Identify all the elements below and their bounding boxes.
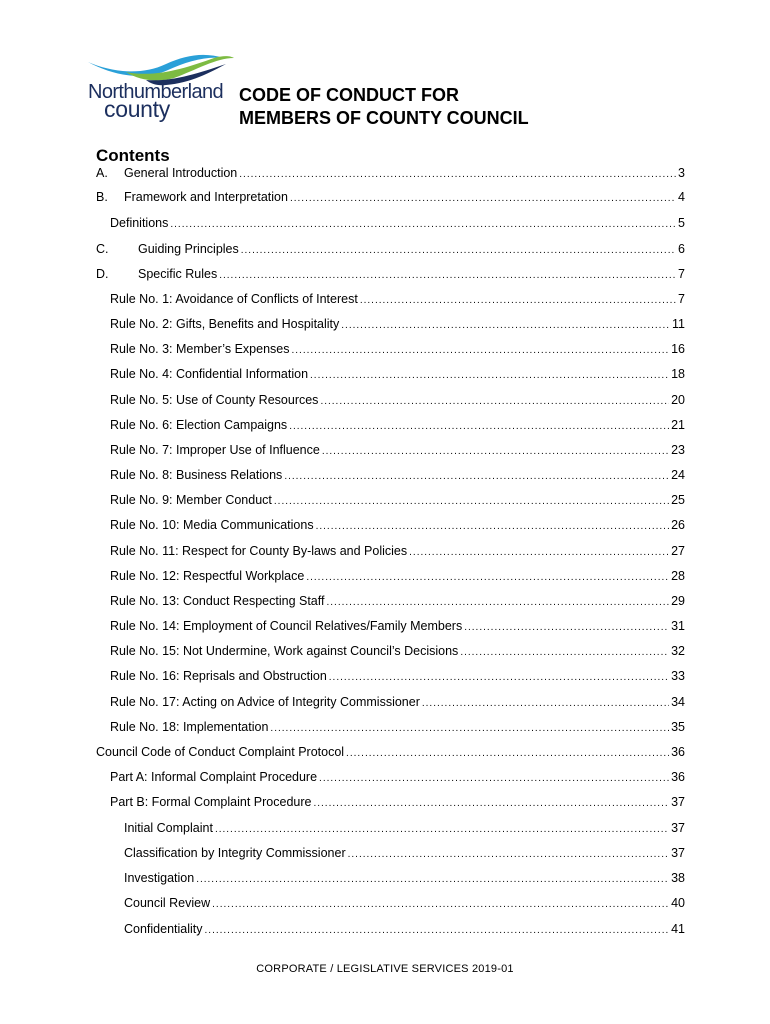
toc-dot-leader	[348, 846, 669, 864]
toc-dot-leader	[341, 317, 670, 335]
toc-entry[interactable]	[110, 491, 685, 509]
toc-entry-page-number: 34	[671, 695, 685, 709]
toc-entry-page-number: 36	[671, 770, 685, 784]
toc-entry[interactable]	[110, 365, 685, 383]
document-title	[239, 84, 529, 130]
toc-entry-page-number: 31	[671, 619, 685, 633]
toc-dot-leader	[239, 166, 676, 184]
toc-entry-label: Investigation	[124, 871, 195, 885]
toc-entry[interactable]	[124, 869, 685, 887]
toc-dot-leader	[329, 669, 669, 687]
toc-entry[interactable]	[110, 441, 685, 459]
toc-entry[interactable]	[110, 793, 685, 811]
toc-entry-label: Rule No. 15: Not Undermine, Work against Council’s Decisions	[110, 644, 459, 658]
toc-entry[interactable]	[124, 819, 685, 837]
toc-entry[interactable]	[110, 542, 685, 560]
toc-entry-label: Definitions	[110, 216, 169, 230]
toc-dot-leader	[241, 242, 676, 260]
toc-dot-leader	[360, 292, 676, 310]
toc-entry-page-number: 25	[671, 493, 685, 507]
toc-entry[interactable]	[110, 391, 685, 409]
toc-entry-page-number: 5	[678, 216, 685, 230]
toc-entry-label: Rule No. 6: Election Campaigns	[110, 418, 288, 432]
toc-dot-leader	[422, 695, 669, 713]
toc-entry-page-number: 7	[678, 267, 685, 281]
toc-dot-leader	[320, 393, 669, 411]
toc-entry[interactable]	[124, 894, 685, 912]
toc-entry-label: Rule No. 1: Avoidance of Conflicts of Interest	[110, 292, 358, 306]
toc-entry[interactable]	[124, 844, 685, 862]
toc-entry-page-number: 11	[672, 317, 685, 331]
toc-entry-label: Framework and Interpretation	[124, 190, 288, 204]
toc-entry-page-number: 6	[678, 242, 685, 256]
toc-entry-page-number: 3	[678, 166, 685, 180]
toc-entry[interactable]	[110, 567, 685, 585]
page-footer: CORPORATE / LEGISLATIVE SERVICES 2019-01	[256, 963, 514, 975]
toc-dot-leader	[460, 644, 669, 662]
toc-entry[interactable]	[110, 290, 685, 308]
toc-entry-page-number: 4	[678, 190, 685, 204]
county-logo	[86, 50, 236, 122]
toc-dot-leader	[290, 190, 676, 208]
toc-entry-label: Classification by Integrity Commissioner	[124, 846, 346, 860]
toc-entry-label: Rule No. 7: Improper Use of Influence	[110, 443, 320, 457]
toc-entry-label: Rule No. 8: Business Relations	[110, 468, 283, 482]
toc-entry-label: General Introduction	[124, 166, 238, 180]
toc-dot-leader	[409, 544, 669, 562]
toc-entry-label: Rule No. 4: Confidential Information	[110, 367, 309, 381]
toc-entry-letter: A.	[96, 166, 108, 180]
toc-entry-label: Rule No. 14: Employment of Council Relatives/Family Members	[110, 619, 463, 633]
toc-entry-label: Rule No. 12: Respectful Workplace	[110, 569, 305, 583]
toc-entry[interactable]	[110, 214, 685, 232]
logo-wordmark-top: Northumberland	[88, 81, 224, 103]
toc-entry[interactable]	[110, 617, 685, 635]
toc-entry-letter: C.	[96, 242, 109, 256]
toc-dot-leader	[319, 770, 669, 788]
title-line-2: MEMBERS OF COUNTY COUNCIL	[239, 108, 529, 128]
toc-dot-leader	[464, 619, 669, 637]
toc-entry-page-number: 20	[671, 393, 685, 407]
toc-entry-label: Specific Rules	[138, 267, 218, 281]
toc-dot-leader	[306, 569, 669, 587]
toc-entry[interactable]	[96, 240, 685, 258]
toc-entry[interactable]	[96, 164, 685, 182]
toc-entry-page-number: 16	[671, 342, 685, 356]
toc-entry-page-number: 28	[671, 569, 685, 583]
toc-entry[interactable]	[96, 265, 685, 283]
toc-entry-page-number: 23	[671, 443, 685, 457]
title-line-1: CODE OF CONDUCT FOR	[239, 85, 459, 105]
toc-entry-label: Rule No. 10: Media Communications	[110, 518, 314, 532]
toc-dot-leader	[205, 922, 670, 940]
toc-entry[interactable]	[110, 315, 685, 333]
toc-entry[interactable]	[110, 768, 685, 786]
toc-entry[interactable]	[110, 416, 685, 434]
toc-entry-page-number: 37	[671, 846, 685, 860]
toc-entry[interactable]	[110, 516, 685, 534]
toc-dot-leader	[215, 821, 669, 839]
toc-entry[interactable]	[110, 340, 685, 358]
toc-entry-label: Confidentiality	[124, 922, 203, 936]
toc-entry[interactable]	[110, 642, 685, 660]
toc-entry[interactable]	[110, 667, 685, 685]
toc-entry-label: Guiding Principles	[138, 242, 239, 256]
toc-entry-page-number: 21	[671, 418, 685, 432]
toc-dot-leader	[310, 367, 669, 385]
toc-entry-label: Council Review	[124, 896, 211, 910]
toc-entry-page-number: 18	[671, 367, 685, 381]
toc-entry-label: Council Code of Conduct Complaint Protocol	[96, 745, 345, 759]
toc-entry-label: Rule No. 3: Member’s Expenses	[110, 342, 290, 356]
toc-entry-label: Rule No. 18: Implementation	[110, 720, 269, 734]
toc-dot-leader	[196, 871, 669, 889]
toc-entry-page-number: 29	[671, 594, 685, 608]
toc-entry[interactable]	[96, 743, 685, 761]
toc-entry-label: Rule No. 5: Use of County Resources	[110, 393, 319, 407]
toc-dot-leader	[322, 443, 669, 461]
toc-entry-page-number: 37	[671, 821, 685, 835]
toc-entry-letter: D.	[96, 267, 109, 281]
toc-entry-label: Part A: Informal Complaint Procedure	[110, 770, 318, 784]
toc-dot-leader	[219, 267, 676, 285]
toc-entry-page-number: 32	[671, 644, 685, 658]
toc-entry-label: Part B: Formal Complaint Procedure	[110, 795, 312, 809]
toc-entry-page-number: 40	[671, 896, 685, 910]
toc-dot-leader	[346, 745, 669, 763]
toc-dot-leader	[326, 594, 669, 612]
toc-entry-page-number: 26	[671, 518, 685, 532]
toc-dot-leader	[284, 468, 669, 486]
toc-dot-leader	[316, 518, 670, 536]
logo-wordmark-bottom: county	[104, 96, 170, 122]
toc-entry-page-number: 27	[671, 544, 685, 558]
toc-dot-leader	[212, 896, 669, 914]
toc-entry[interactable]	[110, 466, 685, 484]
toc-entry-label: Rule No. 16: Reprisals and Obstruction	[110, 669, 327, 683]
toc-entry-page-number: 38	[671, 871, 685, 885]
toc-dot-leader	[313, 795, 669, 813]
toc-entry-page-number: 7	[678, 292, 685, 306]
toc-entry[interactable]	[110, 693, 685, 711]
toc-dot-leader	[270, 720, 669, 738]
toc-entry-page-number: 36	[671, 745, 685, 759]
toc-entry[interactable]	[110, 592, 685, 610]
toc-entry-label: Rule No. 17: Acting on Advice of Integrity Commissioner	[110, 695, 420, 709]
toc-dot-leader	[291, 342, 669, 360]
toc-entry-label: Rule No. 11: Respect for County By-laws and Policies	[110, 544, 408, 558]
toc-entry-page-number: 37	[671, 795, 685, 809]
toc-entry-label: Rule No. 2: Gifts, Benefits and Hospitality	[110, 317, 340, 331]
toc-entry[interactable]	[96, 188, 685, 206]
toc-entry-label: Initial Complaint	[124, 821, 213, 835]
toc-entry-page-number: 24	[671, 468, 685, 482]
toc-entry-label: Rule No. 13: Conduct Respecting Staff	[110, 594, 325, 608]
toc-entry[interactable]	[110, 718, 685, 736]
toc-entry[interactable]	[124, 920, 685, 938]
contents-heading: Contents	[96, 146, 170, 165]
toc-dot-leader	[274, 493, 669, 511]
toc-entry-page-number: 35	[671, 720, 685, 734]
toc-dot-leader	[289, 418, 669, 436]
toc-entry-page-number: 41	[671, 922, 685, 936]
toc-entry-page-number: 33	[671, 669, 685, 683]
toc-entry-letter: B.	[96, 190, 108, 204]
toc-dot-leader	[170, 216, 676, 234]
toc-entry-label: Rule No. 9: Member Conduct	[110, 493, 272, 507]
